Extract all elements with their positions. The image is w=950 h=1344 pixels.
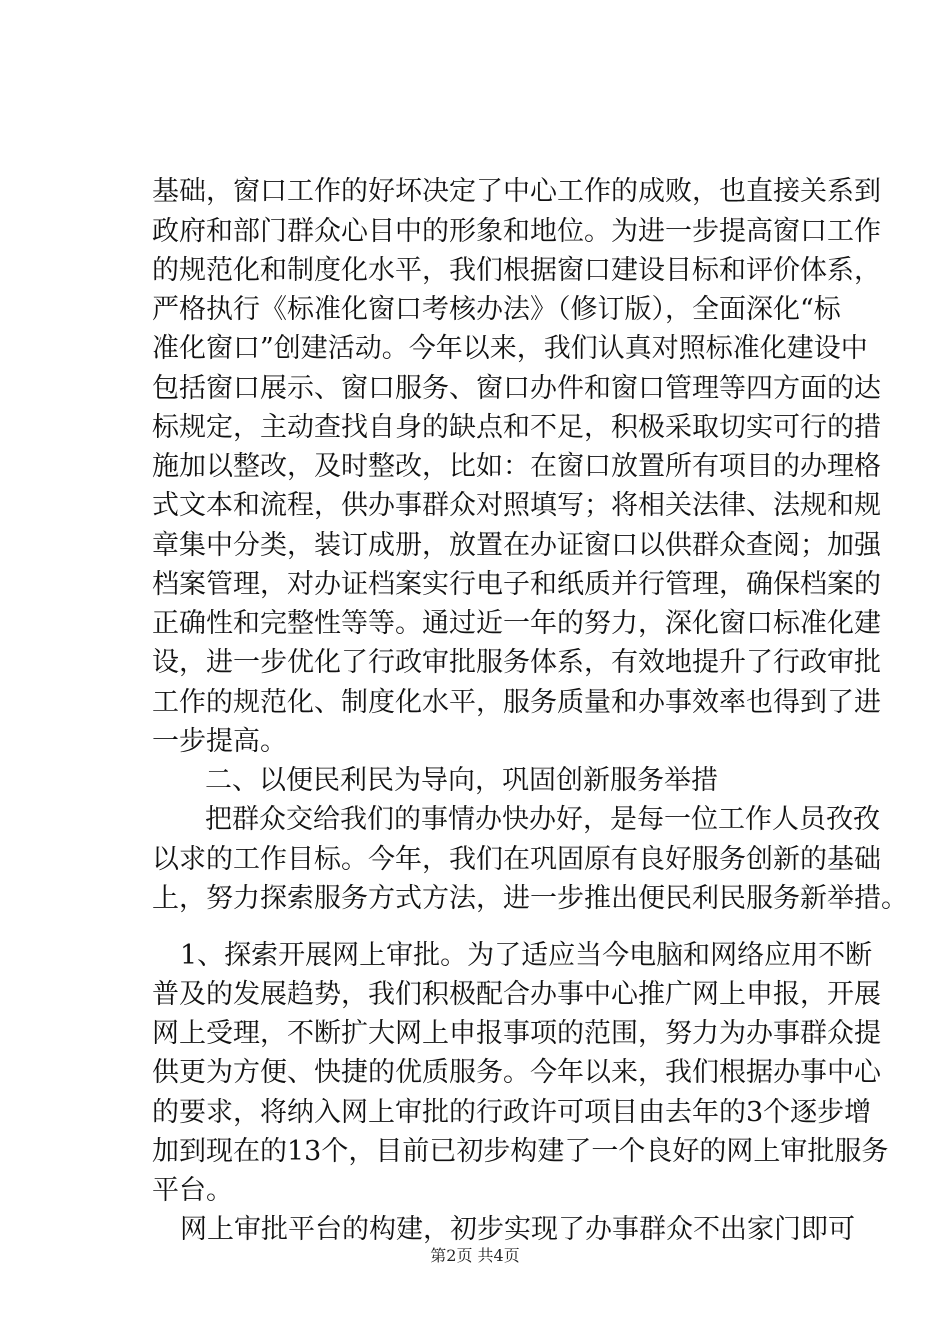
text-line: 章集中分类，装订成册，放置在办证窗口以供群众查阅；加强 [152, 530, 881, 561]
text-line: 普及的发展趋势，我们积极配合办事中心推广网上申报，开展 [152, 979, 881, 1010]
text-line: 一步提高。 [152, 726, 287, 757]
text-line: 网上受理，不断扩大网上申报事项的范围，努力为办事群众提 [152, 1018, 881, 1049]
text-line: 把群众交给我们的事情办快办好，是每一位工作人员孜孜 [205, 804, 880, 835]
text-line: 以求的工作目标。今年，我们在巩固原有良好服务创新的基础 [152, 844, 881, 875]
text-line: 加到现在的13个，目前已初步构建了一个良好的网上审批服务 [152, 1136, 889, 1167]
text-line: 严格执行《标准化窗口考核办法》（修订版），全面深化“标 [152, 294, 841, 325]
text-line: 正确性和完整性等等。通过近一年的努力，深化窗口标准化建 [152, 608, 881, 639]
text-line: 设，进一步优化了行政审批服务体系，有效地提升了行政审批 [152, 647, 881, 678]
text-line: 工作的规范化、制度化水平，服务质量和办事效率也得到了进 [152, 687, 881, 718]
text-line: 上，努力探索服务方式方法，进一步推出便民利民服务新举措。 [152, 883, 908, 914]
text-line: 的规范化和制度化水平，我们根据窗口建设目标和评价体系， [152, 255, 881, 286]
text-line: 准化窗口”创建活动。今年以来，我们认真对照标准化建设中 [152, 333, 868, 364]
page-footer: 第2页 共4页 [430, 1246, 520, 1265]
text-line: 档案管理，对办证档案实行电子和纸质并行管理，确保档案的 [152, 569, 881, 600]
section-heading: 二、以便民利民为导向，巩固创新服务举措 [205, 765, 718, 796]
text-line: 式文本和流程，供办事群众对照填写；将相关法律、法规和规 [152, 490, 881, 521]
text-line: 的要求，将纳入网上审批的行政许可项目由去年的3个逐步增 [152, 1097, 872, 1128]
text-line: 施加以整改，及时整改，比如：在窗口放置所有项目的办理格 [152, 451, 881, 482]
text-line: 基础，窗口工作的好坏决定了中心工作的成败，也直接关系到 [152, 176, 881, 207]
text-line: 平台。 [152, 1175, 233, 1206]
text-line: 网上审批平台的构建，初步实现了办事群众不出家门即可 [180, 1214, 855, 1245]
text-line: 标规定，主动查找自身的缺点和不足，积极采取切实可行的措 [152, 412, 881, 443]
text-line: 供更为方便、快捷的优质服务。今年以来，我们根据办事中心 [152, 1057, 881, 1088]
text-line: 包括窗口展示、窗口服务、窗口办件和窗口管理等四方面的达 [152, 373, 881, 404]
text-line: 政府和部门群众心目中的形象和地位。为进一步提高窗口工作 [152, 216, 881, 247]
text-line: 1、探索开展网上审批。为了适应当今电脑和网络应用不断 [180, 940, 873, 971]
